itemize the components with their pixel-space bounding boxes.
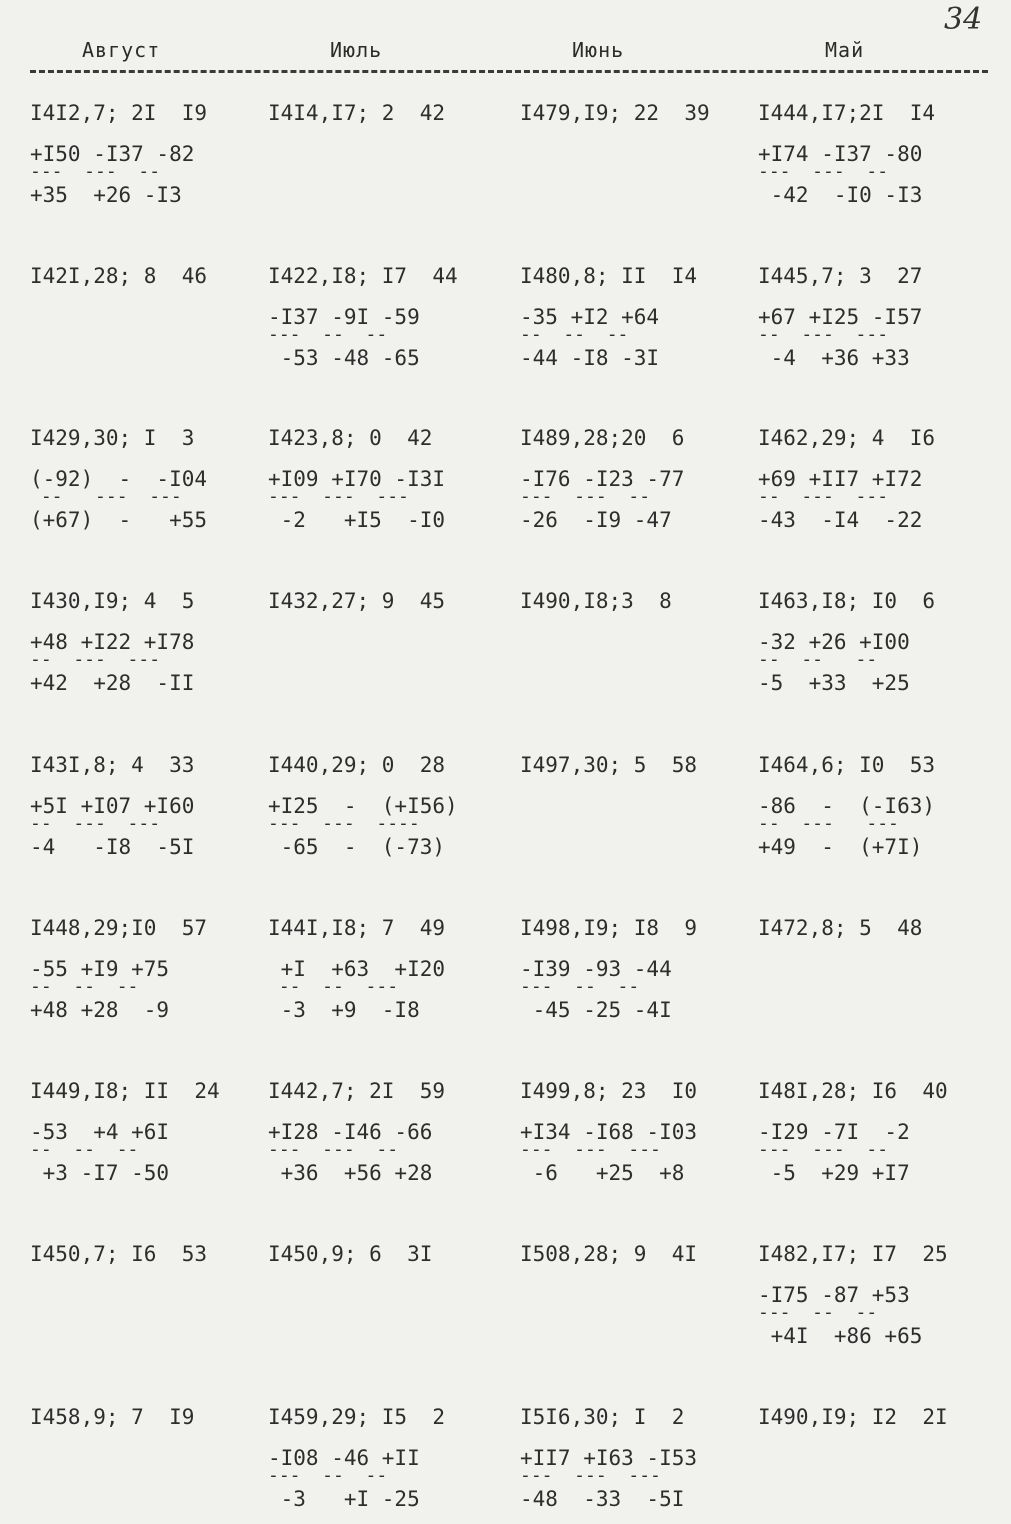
- entry-corrections-line: +49 - (+7I): [758, 835, 923, 859]
- entry-header-line: I498,I9; I8 9: [520, 916, 698, 940]
- month-heading-july: Июль: [330, 38, 383, 62]
- entry-values-line: +II7 +I63 -I53: [520, 1446, 698, 1470]
- entry-corrections-line: -3 +I -25: [268, 1487, 420, 1511]
- entry-corrections-line: +48 +28 -9: [30, 998, 170, 1022]
- entry-values-line: +67 +I25 -I57: [758, 305, 923, 329]
- month-heading-august: Август: [82, 38, 161, 62]
- entry-dash-line: -- -- --: [520, 324, 629, 345]
- entry-values-line: -I08 -46 +II: [268, 1446, 420, 1470]
- entry-header-line: I497,30; 5 58: [520, 753, 698, 777]
- entry-header-line: I480,8; II I4: [520, 264, 698, 288]
- entry-dash-line: -- --- ---: [758, 486, 889, 507]
- entry-dash-line: --- --- ---: [268, 486, 409, 507]
- entry-dash-line: --- --- ---: [520, 1465, 661, 1486]
- entry-corrections-line: -48 -33 -5I: [520, 1487, 685, 1511]
- entry-dash-line: -- --- ---: [758, 813, 899, 834]
- entry-header-line: I458,9; 7 I9: [30, 1405, 195, 1429]
- entry-header-line: I489,28;20 6: [520, 426, 685, 450]
- month-heading-may: Май: [825, 38, 865, 62]
- entry-values-line: -86 - (-I63): [758, 794, 936, 818]
- entry-values-line: +69 +II7 +I72: [758, 467, 923, 491]
- entry-values-line: -I76 -I23 -77: [520, 467, 685, 491]
- entry-corrections-line: +3 -I7 -50: [30, 1161, 170, 1185]
- entry-corrections-line: -5 +33 +25: [758, 671, 910, 695]
- entry-corrections-line: -6 +25 +8: [520, 1161, 685, 1185]
- entry-header-line: I479,I9; 22 39: [520, 101, 710, 125]
- entry-dash-line: --- -- --: [758, 1302, 878, 1323]
- entry-header-line: I444,I7;2I I4: [758, 101, 936, 125]
- entry-header-line: I430,I9; 4 5: [30, 589, 195, 613]
- entry-corrections-line: (+67) - +55: [30, 508, 208, 532]
- entry-dash-line: --- -- --: [268, 324, 388, 345]
- entry-dash-line: --- -- --: [268, 1465, 388, 1486]
- entry-values-line: +I25 - (+I56): [268, 794, 458, 818]
- entry-corrections-line: -65 - (-73): [268, 835, 446, 859]
- entry-values-line: +I09 +I70 -I3I: [268, 467, 446, 491]
- entry-corrections-line: -5 +29 +I7: [758, 1161, 910, 1185]
- entry-header-line: I450,7; I6 53: [30, 1242, 208, 1266]
- entry-corrections-line: -53 -48 -65: [268, 346, 420, 370]
- entry-values-line: -I75 -87 +53: [758, 1283, 910, 1307]
- entry-dash-line: -- --- ---: [758, 324, 889, 345]
- entry-values-line: -32 +26 +I00: [758, 630, 910, 654]
- entry-values-line: -55 +I9 +75: [30, 957, 170, 981]
- entry-corrections-line: -43 -I4 -22: [758, 508, 923, 532]
- entry-corrections-line: -44 -I8 -3I: [520, 346, 660, 370]
- entry-header-line: I482,I7; I7 25: [758, 1242, 948, 1266]
- entry-header-line: I499,8; 23 I0: [520, 1079, 698, 1103]
- entry-values-line: -53 +4 +6I: [30, 1120, 170, 1144]
- entry-header-line: I459,29; I5 2: [268, 1405, 446, 1429]
- entry-dash-line: -- --- ---: [30, 649, 161, 670]
- entry-dash-line: -- --- ---: [30, 813, 161, 834]
- entry-values-line: +I34 -I68 -I03: [520, 1120, 698, 1144]
- entry-header-line: I422,I8; I7 44: [268, 264, 458, 288]
- entry-dash-line: --- --- ---: [520, 1139, 661, 1160]
- entry-corrections-line: -42 -I0 -I3: [758, 183, 923, 207]
- entry-dash-line: --- --- --: [520, 486, 651, 507]
- entry-header-line: I42I,28; 8 46: [30, 264, 208, 288]
- entry-dash-line: --- --- --: [758, 161, 889, 182]
- entry-header-line: I423,8; 0 42: [268, 426, 433, 450]
- entry-values-line: +I50 -I37 -82: [30, 142, 195, 166]
- entry-dash-line: --- --- --: [268, 1139, 399, 1160]
- entry-dash-line: -- -- --: [30, 1139, 139, 1160]
- entry-header-line: I442,7; 2I 59: [268, 1079, 446, 1103]
- entry-header-line: I432,27; 9 45: [268, 589, 446, 613]
- month-header: [0, 38, 1011, 68]
- entry-corrections-line: -2 +I5 -I0: [268, 508, 446, 532]
- entry-header-line: I490,I9; I2 2I: [758, 1405, 948, 1429]
- entry-header-line: I448,29;I0 57: [30, 916, 208, 940]
- entry-corrections-line: -4 -I8 -5I: [30, 835, 195, 859]
- entry-header-line: I464,6; I0 53: [758, 753, 936, 777]
- entry-values-line: +I74 -I37 -80: [758, 142, 923, 166]
- entry-corrections-line: +35 +26 -I3: [30, 183, 182, 207]
- entry-values-line: -35 +I2 +64: [520, 305, 660, 329]
- page-number: 34: [944, 2, 983, 37]
- entry-header-line: I48I,28; I6 40: [758, 1079, 948, 1103]
- entry-header-line: I440,29; 0 28: [268, 753, 446, 777]
- entry-dash-line: --- --- --: [758, 1139, 889, 1160]
- entry-header-line: I449,I8; II 24: [30, 1079, 220, 1103]
- entry-dash-line: -- -- ---: [268, 976, 399, 997]
- entry-header-line: I472,8; 5 48: [758, 916, 923, 940]
- entry-header-line: I462,29; 4 I6: [758, 426, 936, 450]
- entry-values-line: +5I +I07 +I60: [30, 794, 195, 818]
- entry-dash-line: --- -- --: [520, 976, 640, 997]
- entry-dash-line: -- -- --: [30, 976, 139, 997]
- entry-header-line: I429,30; I 3: [30, 426, 195, 450]
- entry-header-line: I490,I8;3 8: [520, 589, 672, 613]
- entry-header-line: I43I,8; 4 33: [30, 753, 195, 777]
- entry-header-line: I4I4,I7; 2 42: [268, 101, 446, 125]
- entry-values-line: +I +63 +I20: [268, 957, 446, 981]
- entry-header-line: I445,7; 3 27: [758, 264, 923, 288]
- entry-header-line: I508,28; 9 4I: [520, 1242, 698, 1266]
- entry-corrections-line: -26 -I9 -47: [520, 508, 672, 532]
- entry-header-line: I44I,I8; 7 49: [268, 916, 446, 940]
- entry-header-line: I450,9; 6 3I: [268, 1242, 433, 1266]
- entry-corrections-line: -4 +36 +33: [758, 346, 910, 370]
- entry-corrections-line: +42 +28 -II: [30, 671, 195, 695]
- entry-header-line: I5I6,30; I 2: [520, 1405, 685, 1429]
- entry-values-line: +48 +I22 +I78: [30, 630, 195, 654]
- entry-corrections-line: -3 +9 -I8: [268, 998, 420, 1022]
- entry-values-line: (-92) - -I04: [30, 467, 208, 491]
- entry-values-line: -I39 -93 -44: [520, 957, 672, 981]
- entry-corrections-line: -45 -25 -4I: [520, 998, 672, 1022]
- entry-values-line: +I28 -I46 -66: [268, 1120, 433, 1144]
- entry-header-line: I4I2,7; 2I I9: [30, 101, 208, 125]
- entry-header-line: I463,I8; I0 6: [758, 589, 936, 613]
- entry-dash-line: --- --- --: [30, 161, 161, 182]
- entry-dash-line: -- -- --: [758, 649, 878, 670]
- entry-dash-line: --- --- ----: [268, 813, 420, 834]
- month-heading-june: Июнь: [572, 38, 625, 62]
- entry-dash-line: -- --- ---: [30, 486, 182, 507]
- entry-corrections-line: +36 +56 +28: [268, 1161, 433, 1185]
- entry-corrections-line: +4I +86 +65: [758, 1324, 923, 1348]
- entry-values-line: -I29 -7I -2: [758, 1120, 910, 1144]
- entry-values-line: -I37 -9I -59: [268, 305, 420, 329]
- header-separator-line: [30, 70, 988, 73]
